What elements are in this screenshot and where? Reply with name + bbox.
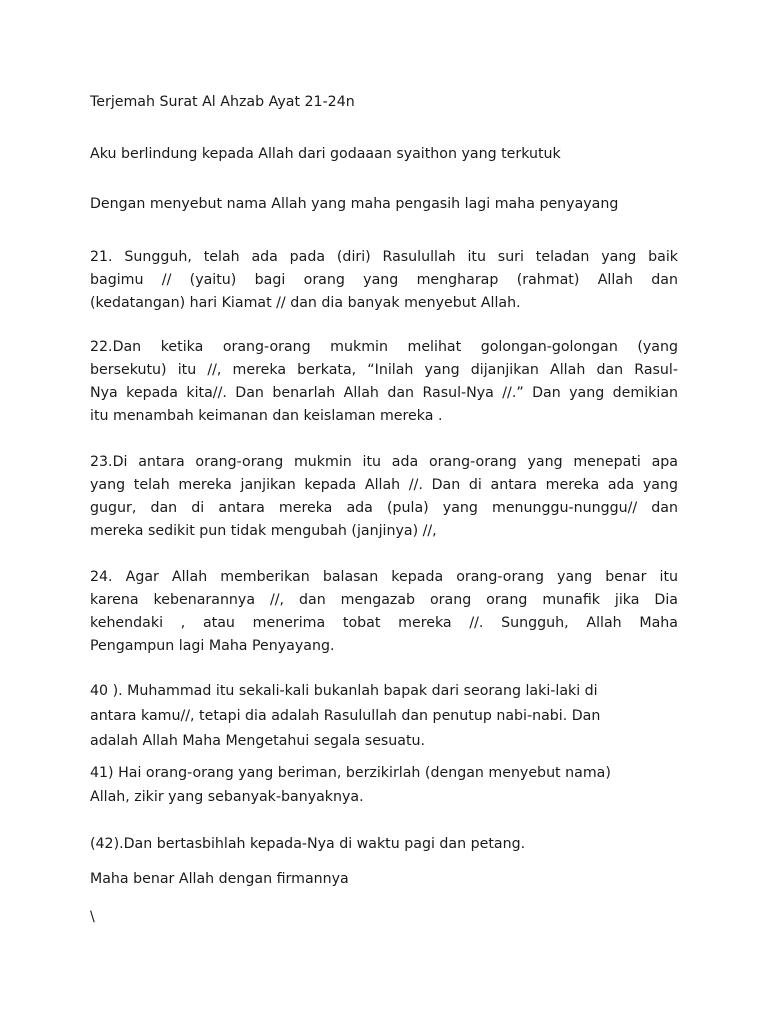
verse-line: 41) Hai orang-orang yang beriman, berzikirlah (dengan menyebut nama) bbox=[90, 765, 611, 781]
basmalah-line: Dengan menyebut nama Allah yang maha pengasih lagi maha penyayang bbox=[90, 196, 619, 212]
closing-line: Maha benar Allah dengan firmannya bbox=[90, 871, 349, 887]
verse-line: kehendaki , atau menerima tobat mereka //. Sungguh, Allah Maha bbox=[90, 615, 678, 631]
document-title: Terjemah Surat Al Ahzab Ayat 21-24n bbox=[90, 94, 355, 110]
verse-line: (kedatangan) hari Kiamat // dan dia banyak menyebut Allah. bbox=[90, 295, 521, 311]
stray-backslash: \ bbox=[90, 909, 95, 925]
verse-line: gugur, dan di antara mereka ada (pula) yang menunggu-nunggu// dan bbox=[90, 500, 678, 516]
verse-line: 22.Dan ketika orang-orang mukmin melihat golongan-golongan (yang bbox=[90, 339, 678, 355]
verse-line: 21. Sungguh, telah ada pada (diri) Rasulullah itu suri teladan yang baik bbox=[90, 249, 678, 265]
verse-line: itu menambah keimanan dan keislaman mereka . bbox=[90, 408, 443, 424]
verse-line: 40 ). Muhammad itu sekali-kali bukanlah bapak dari seorang laki-laki di bbox=[90, 683, 598, 699]
verse-line: 24. Agar Allah memberikan balasan kepada orang-orang yang benar itu bbox=[90, 569, 678, 585]
verse-line: yang telah mereka janjikan kepada Allah //. Dan di antara mereka ada yang bbox=[90, 477, 678, 493]
verse-42: (42).Dan bertasbihlah kepada-Nya di waktu pagi dan petang. bbox=[90, 836, 526, 852]
verse-line: Pengampun lagi Maha Penyayang. bbox=[90, 638, 335, 654]
verse-line: Nya kepada kita//. Dan benarlah Allah dan Rasul-Nya //.” Dan yang demikian bbox=[90, 385, 678, 401]
verse-line: 23.Di antara orang-orang mukmin itu ada orang-orang yang menepati apa bbox=[90, 454, 678, 470]
verse-line: bagimu // (yaitu) bagi orang yang mengharap (rahmat) Allah dan bbox=[90, 272, 678, 288]
verse-line: Allah, zikir yang sebanyak-banyaknya. bbox=[90, 789, 364, 805]
verse-line: mereka sedikit pun tidak mengubah (janjinya) //, bbox=[90, 523, 437, 539]
verse-line: antara kamu//, tetapi dia adalah Rasulullah dan penutup nabi-nabi. Dan bbox=[90, 708, 601, 724]
verse-line: bersekutu) itu //, mereka berkata, “Inilah yang dijanjikan Allah dan Rasul- bbox=[90, 362, 678, 378]
verse-line: karena kebenarannya //, dan mengazab orang orang munafik jika Dia bbox=[90, 592, 678, 608]
taawudz-line: Aku berlindung kepada Allah dari godaaan syaithon yang terkutuk bbox=[90, 146, 561, 162]
verse-line: adalah Allah Maha Mengetahui segala sesuatu. bbox=[90, 733, 426, 749]
